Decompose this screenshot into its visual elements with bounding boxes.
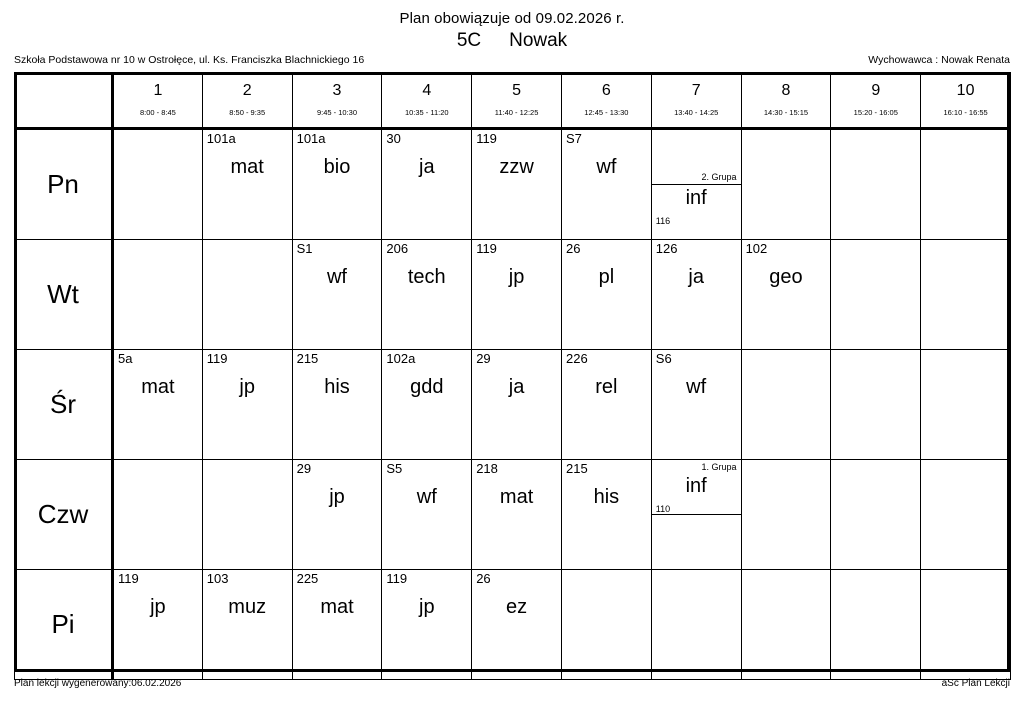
day-row-pn <box>15 129 1011 240</box>
lesson-cell[interactable] <box>831 129 921 240</box>
room-code: 215 <box>296 351 319 366</box>
period-time: 10:35 - 11:20 <box>404 108 449 117</box>
class-name: 5C <box>456 30 482 51</box>
lesson-cell[interactable] <box>382 570 472 680</box>
lesson-cell[interactable] <box>651 240 741 350</box>
subject-code: inf <box>685 475 707 497</box>
lesson-cell[interactable] <box>921 350 1011 460</box>
day-row-pi <box>15 570 1011 680</box>
period-header-3 <box>292 73 382 129</box>
room-code: 5a <box>118 351 133 366</box>
room-code: 119 <box>476 131 497 146</box>
lesson-cell-group[interactable] <box>651 460 741 570</box>
lesson-cell[interactable] <box>292 129 382 240</box>
room-code: 103 <box>206 571 229 586</box>
group-divider <box>652 514 741 515</box>
lesson-cell[interactable] <box>472 570 562 680</box>
lesson-cell[interactable] <box>472 129 562 240</box>
lesson-cell[interactable] <box>113 570 203 680</box>
generated-date: Plan lekcji wygenerowany:06.02.2026 <box>14 678 182 689</box>
meta-row <box>0 54 1024 68</box>
subject-code: ja <box>419 156 435 178</box>
lesson-cell[interactable] <box>561 350 651 460</box>
lesson-cell[interactable] <box>651 570 741 680</box>
period-number: 10 <box>956 82 975 99</box>
lesson-cell[interactable] <box>472 240 562 350</box>
room-code: 30 <box>386 131 401 146</box>
header-row <box>15 73 1011 129</box>
subject-code: tech <box>407 266 446 288</box>
room-code: 226 <box>565 351 588 366</box>
day-label: Śr <box>15 350 113 460</box>
lesson-cell[interactable] <box>292 570 382 680</box>
day-label: Pi <box>15 570 113 680</box>
subject-code: mat <box>499 486 534 508</box>
subject-code: jp <box>508 266 525 288</box>
room-code: 29 <box>296 461 312 476</box>
subject-code: rel <box>595 376 618 398</box>
room-code: 225 <box>296 571 319 586</box>
plan-validity-text: Plan obowiązuje od 09.02.2026 r. <box>399 10 625 27</box>
lesson-cell[interactable] <box>741 460 831 570</box>
lesson-cell[interactable] <box>921 460 1011 570</box>
room-code: 206 <box>386 241 409 256</box>
room-code: 215 <box>565 461 588 476</box>
period-number: 8 <box>781 82 791 99</box>
homeroom-teacher: Wychowawca : Nowak Renata <box>868 54 1010 66</box>
subject-code: jp <box>239 376 255 398</box>
period-number: 6 <box>601 82 611 99</box>
room-code: 119 <box>118 571 139 586</box>
day-label: Pn <box>15 129 113 240</box>
room-code: 26 <box>565 241 581 256</box>
class-header <box>0 30 1024 52</box>
period-time: 16:10 - 16:55 <box>943 108 988 117</box>
lesson-cell[interactable] <box>292 240 382 350</box>
day-label: Wt <box>15 240 113 350</box>
group-divider <box>652 184 741 185</box>
product-name: aSc Plan Lekcji <box>941 678 1010 689</box>
lesson-cell[interactable] <box>202 350 292 460</box>
lesson-cell[interactable] <box>741 240 831 350</box>
lesson-cell[interactable] <box>921 570 1011 680</box>
subject-code: bio <box>323 156 351 178</box>
subject-code: muz <box>228 596 267 618</box>
period-time: 11:40 - 12:25 <box>494 108 539 117</box>
group-label: 1. Grupa <box>701 462 737 472</box>
room-code: S1 <box>296 241 313 256</box>
room-code: 101a <box>296 131 326 146</box>
group-label: 2. Grupa <box>701 172 737 182</box>
period-header-4 <box>382 73 472 129</box>
lesson-cell[interactable] <box>561 460 651 570</box>
subject-code: jp <box>150 596 166 618</box>
lesson-cell[interactable] <box>741 570 831 680</box>
subject-code: pl <box>598 266 615 288</box>
lesson-cell[interactable] <box>113 350 203 460</box>
room-code: S5 <box>386 461 403 476</box>
lesson-cell[interactable] <box>382 460 472 570</box>
lesson-cell[interactable] <box>202 129 292 240</box>
period-header-7 <box>651 73 741 129</box>
lesson-cell[interactable] <box>292 350 382 460</box>
timetable-grid <box>14 72 1011 680</box>
period-time: 8:50 - 9:35 <box>229 108 266 117</box>
subject-code: mat <box>320 596 354 618</box>
period-number: 2 <box>242 82 252 99</box>
school-name: Szkoła Podstawowa nr 10 w Ostrołęce, ul. Ks. Franciszka Blachnickiego 16 <box>14 54 365 66</box>
teacher-name: Nowak <box>509 30 568 51</box>
room-code: 119 <box>206 351 228 366</box>
lesson-cell[interactable] <box>113 129 203 240</box>
subject-code: wf <box>686 376 707 398</box>
subject-code: wf <box>416 486 437 508</box>
lesson-cell[interactable] <box>831 460 921 570</box>
lesson-cell[interactable] <box>651 350 741 460</box>
room-code: 119 <box>476 241 497 256</box>
lesson-cell[interactable] <box>202 460 292 570</box>
period-time: 8:00 - 8:45 <box>139 108 176 117</box>
day-row-wt <box>15 240 1011 350</box>
lesson-cell[interactable] <box>741 129 831 240</box>
subject-code: mat <box>141 376 175 398</box>
subject-code: his <box>324 376 350 398</box>
period-header-9 <box>831 73 921 129</box>
subject-code: wf <box>596 156 617 178</box>
lesson-cell[interactable] <box>382 240 472 350</box>
day-label: Czw <box>15 460 113 570</box>
room-code: 116 <box>655 216 671 226</box>
subject-code: mat <box>230 156 264 178</box>
period-time: 14:30 - 15:15 <box>763 108 809 117</box>
lesson-cell[interactable] <box>113 240 203 350</box>
lesson-cell[interactable] <box>472 460 562 570</box>
subject-code: ez <box>506 596 528 618</box>
period-header-10 <box>921 73 1011 129</box>
period-number: 3 <box>332 82 342 99</box>
subject-code: wf <box>326 266 347 288</box>
subject-code: gdd <box>410 376 444 398</box>
room-code: 218 <box>476 461 498 476</box>
room-code: 102a <box>386 351 416 366</box>
lesson-cell[interactable] <box>382 129 472 240</box>
room-code: 101a <box>206 131 236 146</box>
lesson-cell[interactable] <box>921 129 1011 240</box>
subject-code: jp <box>419 596 435 618</box>
room-code: 126 <box>655 241 678 256</box>
lesson-cell[interactable] <box>741 350 831 460</box>
room-code: 26 <box>476 571 491 586</box>
day-row-sr <box>15 350 1011 460</box>
period-number: 4 <box>422 82 432 99</box>
lesson-cell[interactable] <box>113 460 203 570</box>
room-code: 102 <box>745 241 768 256</box>
period-number: 1 <box>153 82 163 99</box>
period-number: 5 <box>512 82 522 99</box>
day-row-czw <box>15 460 1011 570</box>
subject-code: jp <box>329 486 345 508</box>
subject-code: geo <box>769 266 803 288</box>
lesson-cell[interactable] <box>561 570 651 680</box>
subject-code: zzw <box>499 156 534 178</box>
lesson-cell[interactable] <box>561 240 651 350</box>
lesson-cell[interactable] <box>831 570 921 680</box>
lesson-cell[interactable] <box>921 240 1011 350</box>
period-header-8 <box>741 73 831 129</box>
period-number: 7 <box>691 82 701 99</box>
period-header-1 <box>113 73 203 129</box>
period-time: 15:20 - 16:05 <box>853 108 898 117</box>
subject-code: ja <box>508 376 525 398</box>
lesson-cell-group[interactable] <box>651 129 741 240</box>
grid-corner <box>15 73 113 129</box>
room-code: 110 <box>655 504 671 514</box>
subject-code: inf <box>685 187 707 209</box>
lesson-cell[interactable] <box>831 240 921 350</box>
lesson-cell[interactable] <box>382 350 472 460</box>
lesson-cell[interactable] <box>561 129 651 240</box>
room-code: S6 <box>655 351 672 366</box>
room-code: 119 <box>386 571 408 586</box>
footer <box>0 678 1024 694</box>
period-header-6 <box>561 73 651 129</box>
subject-code: his <box>593 486 620 508</box>
room-code: S7 <box>565 131 582 146</box>
lesson-cell[interactable] <box>202 570 292 680</box>
lesson-cell[interactable] <box>831 350 921 460</box>
lesson-cell[interactable] <box>472 350 562 460</box>
period-header-5 <box>472 73 562 129</box>
period-header-2 <box>202 73 292 129</box>
period-time: 13:40 - 14:25 <box>674 108 719 117</box>
subject-code: ja <box>688 266 704 288</box>
lesson-cell[interactable] <box>202 240 292 350</box>
period-time: 12:45 - 13:30 <box>584 108 629 117</box>
period-number: 9 <box>871 82 881 99</box>
period-time: 9:45 - 10:30 <box>316 108 357 117</box>
lesson-cell[interactable] <box>292 460 382 570</box>
room-code: 29 <box>476 351 491 366</box>
